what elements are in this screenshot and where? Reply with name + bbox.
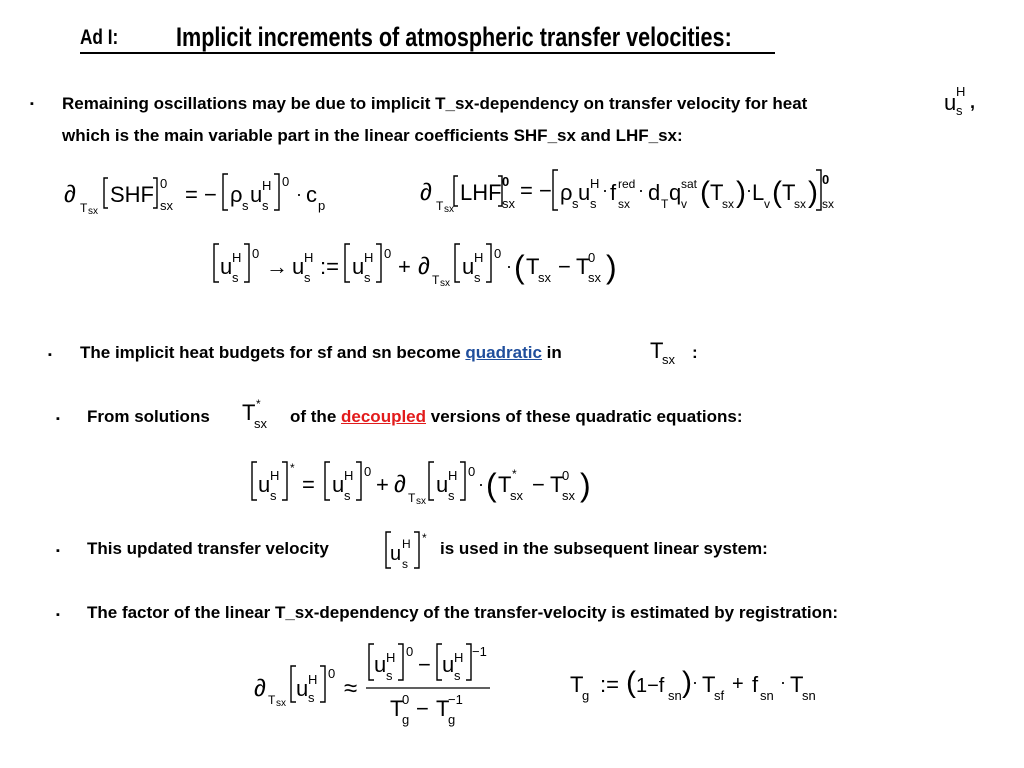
svg-text:≈: ≈	[344, 675, 358, 702]
svg-text:0: 0	[328, 666, 336, 681]
bullet-1-line-2: which is the main variable part in the linear coefficients SHF_sx and LHF_sx:	[62, 126, 683, 145]
svg-text:sx: sx	[562, 488, 575, 503]
svg-text:(: (	[514, 249, 525, 285]
page-title: Implicit increments of atmospheric transfer velocities:	[176, 22, 732, 52]
svg-text:·: ·	[746, 180, 752, 200]
svg-text:0: 0	[494, 246, 502, 261]
svg-text:0: 0	[282, 174, 290, 189]
svg-text:sx: sx	[416, 496, 426, 507]
svg-text:s: s	[402, 557, 408, 571]
svg-text:H: H	[308, 672, 318, 687]
formula-registration	[250, 640, 510, 730]
svg-text::=: :=	[320, 254, 339, 279]
svg-text:→: →	[266, 254, 288, 279]
formula-shf	[60, 168, 350, 220]
svg-text:u: u	[352, 254, 365, 279]
svg-text:g: g	[402, 712, 410, 727]
svg-text:sat: sat	[681, 177, 698, 191]
svg-text:p: p	[318, 198, 326, 213]
formula-tg	[566, 656, 836, 706]
svg-text:u: u	[462, 254, 475, 279]
bullet-3-suffix: versions of these quadratic equations:	[430, 407, 743, 426]
svg-text:1−f: 1−f	[636, 675, 665, 697]
svg-text:H: H	[454, 650, 464, 665]
svg-text:red: red	[618, 177, 636, 191]
svg-text:·: ·	[692, 672, 698, 692]
quadratic-link[interactable]: quadratic	[465, 343, 542, 362]
svg-text:H: H	[344, 468, 354, 483]
bullet-4-suffix: is used in the subsequent linear system:	[440, 539, 768, 558]
svg-text:sx: sx	[160, 198, 173, 213]
svg-text:sn: sn	[802, 688, 816, 703]
svg-text:T: T	[570, 672, 584, 697]
svg-text:·: ·	[602, 180, 608, 200]
svg-text:·: ·	[296, 184, 302, 204]
bullet-2-mid: in	[546, 343, 562, 362]
svg-text:H: H	[590, 176, 600, 191]
svg-text:sf: sf	[714, 688, 725, 703]
svg-text:sx: sx	[662, 352, 675, 367]
svg-text:H: H	[270, 468, 280, 483]
svg-text:sx: sx	[538, 270, 551, 285]
svg-text:−: −	[532, 472, 545, 497]
svg-text:T: T	[436, 199, 444, 213]
svg-text:LHF: LHF	[460, 180, 502, 205]
svg-text:u: u	[220, 254, 233, 279]
svg-text:*: *	[422, 531, 427, 545]
svg-text:u: u	[390, 543, 402, 565]
svg-text:H: H	[474, 250, 484, 265]
svg-text:sx: sx	[276, 698, 286, 709]
formula-tsx-star	[238, 396, 282, 434]
svg-text:g: g	[582, 688, 590, 703]
svg-text:c: c	[306, 182, 317, 207]
bullet-3-mid: of the	[290, 407, 337, 426]
svg-text:−: −	[418, 652, 431, 677]
svg-text:u: u	[332, 472, 345, 497]
svg-text:sx: sx	[794, 197, 806, 211]
svg-text:T: T	[782, 180, 796, 205]
svg-text:T: T	[576, 254, 590, 279]
svg-text:H: H	[448, 468, 458, 483]
svg-text:0: 0	[502, 174, 510, 189]
svg-text:f: f	[610, 180, 617, 205]
svg-text:q: q	[669, 180, 682, 205]
svg-text:sx: sx	[588, 270, 601, 285]
svg-text:0: 0	[364, 464, 372, 479]
svg-text:0: 0	[406, 644, 414, 659]
svg-text:=: =	[302, 472, 315, 497]
svg-text:s: s	[572, 196, 579, 211]
svg-text:s: s	[590, 196, 597, 211]
svg-text:T: T	[268, 693, 276, 707]
svg-text:s: s	[454, 668, 461, 683]
svg-text:sx: sx	[722, 197, 734, 211]
svg-text:−: −	[416, 696, 429, 721]
formula-u-star	[248, 458, 608, 510]
svg-text:d: d	[648, 180, 661, 205]
svg-text:∂: ∂	[418, 253, 430, 280]
svg-text:*: *	[256, 397, 261, 411]
bullet-icon: ▪	[56, 413, 60, 425]
formula-us-h-inline	[940, 82, 990, 120]
bullet-4-prefix: This updated transfer velocity	[87, 539, 329, 558]
svg-text:T: T	[790, 672, 804, 697]
svg-text:0: 0	[588, 250, 596, 265]
svg-text:H: H	[304, 250, 314, 265]
svg-text:·: ·	[506, 256, 512, 276]
svg-text:,: ,	[970, 92, 976, 112]
svg-text:*: *	[512, 467, 517, 481]
bullet-3-prefix: From solutions	[87, 407, 210, 426]
svg-text:∂: ∂	[64, 181, 76, 208]
svg-text:H: H	[956, 84, 966, 99]
formula-tsx-inline	[646, 336, 690, 370]
svg-text:0: 0	[160, 176, 168, 191]
svg-text:T: T	[710, 180, 724, 205]
formula-u-update	[210, 240, 630, 292]
svg-text:s: s	[344, 488, 351, 503]
svg-text:ρ: ρ	[560, 180, 573, 205]
svg-text:T: T	[498, 472, 512, 497]
svg-text:+: +	[376, 472, 389, 497]
svg-text:H: H	[364, 250, 374, 265]
svg-text:s: s	[304, 270, 311, 285]
svg-text:s: s	[308, 690, 315, 705]
svg-text:u: u	[296, 676, 309, 701]
svg-text:T: T	[650, 338, 664, 363]
svg-text:sx: sx	[822, 197, 834, 211]
svg-text:T: T	[432, 273, 440, 287]
svg-text:sn: sn	[668, 688, 682, 703]
svg-text::=: :=	[600, 672, 619, 697]
svg-text:): )	[580, 467, 591, 503]
svg-text:sn: sn	[760, 688, 774, 703]
svg-text:s: s	[242, 198, 249, 213]
svg-text:sx: sx	[254, 416, 267, 431]
svg-text:L: L	[752, 180, 765, 205]
svg-text:s: s	[386, 668, 393, 683]
svg-text:s: s	[232, 270, 239, 285]
svg-text:s: s	[364, 270, 371, 285]
svg-text:u: u	[944, 90, 957, 115]
svg-text:s: s	[262, 198, 269, 213]
svg-text:−1: −1	[448, 692, 463, 707]
svg-text:u: u	[292, 254, 305, 279]
svg-text:f: f	[752, 672, 759, 697]
svg-text:·: ·	[780, 672, 786, 692]
svg-text:T: T	[436, 696, 450, 721]
svg-text:H: H	[262, 178, 272, 193]
svg-text:): )	[808, 176, 818, 209]
svg-text:sx: sx	[502, 196, 515, 211]
bullet-1-line-1: Remaining oscillations may be due to implicit T_sx-dependency on transfer velocity for heat	[62, 94, 808, 113]
svg-text:s: s	[474, 270, 481, 285]
svg-text:): )	[736, 176, 746, 209]
svg-text:(: (	[626, 666, 636, 699]
svg-text:(: (	[772, 176, 782, 209]
svg-text:u: u	[578, 180, 591, 205]
svg-text:H: H	[402, 537, 411, 551]
bullet-2-end: :	[692, 343, 698, 362]
svg-text:T: T	[526, 254, 540, 279]
svg-text:0: 0	[252, 246, 260, 261]
svg-text:−1: −1	[472, 644, 487, 659]
svg-text:0: 0	[562, 468, 570, 483]
bullet-icon: ▪	[56, 545, 60, 557]
svg-text:T: T	[550, 472, 564, 497]
svg-text:∂: ∂	[254, 675, 266, 702]
svg-text:SHF: SHF	[110, 182, 154, 207]
svg-text:sx: sx	[444, 204, 454, 215]
svg-text:T: T	[702, 672, 716, 697]
formula-u-star-inline	[382, 528, 432, 574]
svg-text:T: T	[242, 400, 256, 425]
svg-text:= −: = −	[520, 178, 552, 203]
svg-text:s: s	[956, 103, 963, 118]
svg-text:sx: sx	[618, 197, 630, 211]
title-prefix: Ad I:	[80, 26, 119, 49]
svg-text:−: −	[558, 254, 571, 279]
svg-text:H: H	[386, 650, 396, 665]
svg-text:= −: = −	[185, 182, 217, 207]
bullet-icon: ▪	[56, 609, 60, 621]
svg-text:0: 0	[384, 246, 392, 261]
svg-text:v: v	[764, 197, 770, 211]
bullet-2-prefix: The implicit heat budgets for sf and sn become	[80, 343, 461, 362]
svg-text:u: u	[442, 652, 455, 677]
svg-text:T: T	[80, 201, 88, 215]
svg-text:): )	[682, 666, 692, 699]
bullet-5-text: The factor of the linear T_sx-dependency of the transfer-velocity is estimated by registration:	[87, 603, 839, 622]
svg-text:u: u	[258, 472, 271, 497]
svg-text:0: 0	[402, 692, 410, 707]
svg-text:u: u	[436, 472, 449, 497]
svg-text:H: H	[232, 250, 242, 265]
svg-text:g: g	[448, 712, 456, 727]
svg-text:·: ·	[478, 474, 484, 494]
svg-text:0: 0	[822, 172, 830, 187]
svg-text:v: v	[681, 197, 687, 211]
svg-text:sx: sx	[510, 488, 523, 503]
svg-text:T: T	[661, 197, 669, 211]
svg-text:(: (	[700, 176, 710, 209]
bullet-icon: ▪	[30, 98, 34, 110]
svg-text:ρ: ρ	[230, 182, 243, 207]
svg-text:T: T	[408, 491, 416, 505]
svg-text:u: u	[374, 652, 387, 677]
bullet-2-text	[80, 343, 562, 363]
formula-lhf	[416, 164, 836, 220]
svg-text:T: T	[390, 696, 404, 721]
svg-text:(: (	[486, 467, 497, 503]
svg-text:∂: ∂	[420, 179, 432, 206]
svg-text:sx: sx	[88, 206, 98, 217]
svg-text:+: +	[732, 673, 744, 695]
decoupled-link[interactable]: decoupled	[341, 407, 427, 426]
title-underline	[80, 52, 775, 54]
svg-text:·: ·	[638, 180, 644, 200]
bullet-icon: ▪	[48, 349, 52, 361]
svg-text:s: s	[270, 488, 277, 503]
svg-text:*: *	[290, 461, 295, 475]
svg-text:s: s	[448, 488, 455, 503]
svg-text:): )	[606, 249, 617, 285]
svg-text:u: u	[250, 182, 263, 207]
svg-text:∂: ∂	[394, 471, 406, 498]
bullet-3-rest	[290, 407, 743, 427]
svg-text:0: 0	[468, 464, 476, 479]
svg-text:+: +	[398, 254, 411, 279]
svg-text:sx: sx	[440, 278, 450, 289]
